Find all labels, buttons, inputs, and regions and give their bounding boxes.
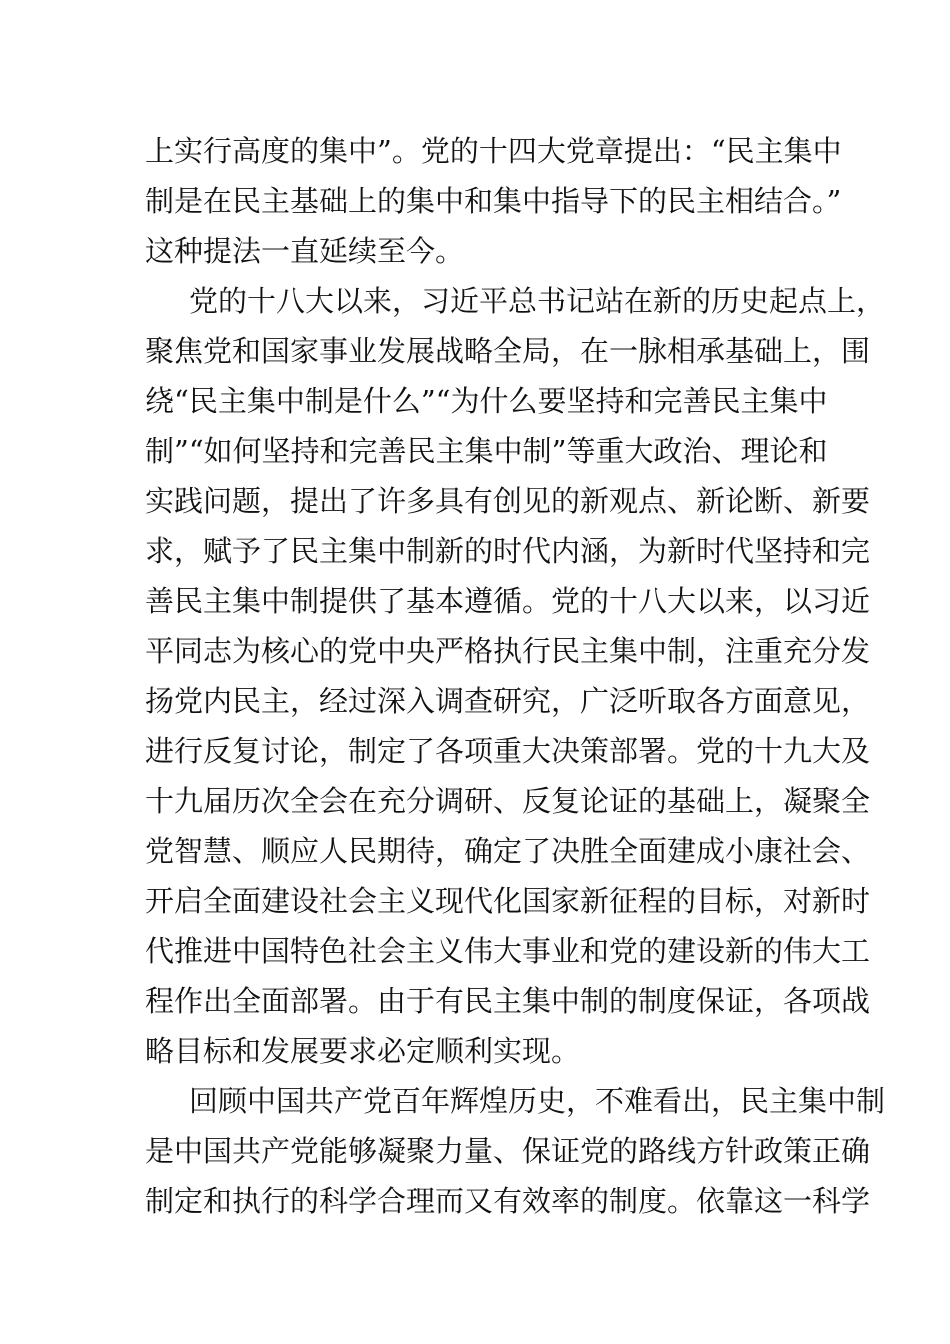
text-line: 绕“民主集中制是什么”“为什么要坚持和完善民主集中 [145,384,828,418]
text-line: 这种提法一直延续至今。 [145,234,465,268]
text-line: 聚焦党和国家事业发展战略全局，在一脉相承基础上，围 [145,334,871,368]
paragraph-3 [145,1076,886,1226]
text-line: 党的十八大以来，习近平总书记站在新的历史起点上， [189,284,886,318]
text-line: 平同志为核心的党中央严格执行民主集中制，注重充分发 [145,634,871,668]
text-line: 制”“如何坚持和完善民主集中制”等重大政治、理论和 [145,434,828,468]
text-line: 求，赋予了民主集中制新的时代内涵，为新时代坚持和完 [145,534,871,568]
text-line: 是中国共产党能够凝聚力量、保证党的路线方针政策正确 [145,1134,871,1168]
text-line: 十九届历次全会在充分调研、反复论证的基础上，凝聚全 [145,784,871,818]
text-line: 代推进中国特色社会主义伟大事业和党的建设新的伟大工 [145,934,871,968]
text-line: 上实行高度的集中”。党的十四大党章提出：“民主集中 [145,134,842,168]
text-line: 党智慧、顺应人民期待，确定了决胜全面建成小康社会、 [145,834,871,868]
text-line: 回顾中国共产党百年辉煌历史，不难看出，民主集中制 [189,1084,886,1118]
body-text [145,126,886,1226]
text-line: 程作出全面部署。由于有民主集中制的制度保证，各项战 [145,984,871,1018]
text-line: 进行反复讨论，制定了各项重大决策部署。党的十九大及 [145,734,871,768]
text-line: 开启全面建设社会主义现代化国家新征程的目标，对新时 [145,884,871,918]
paragraph-1 [145,126,842,276]
text-line: 善民主集中制提供了基本遵循。党的十八大以来，以习近 [145,584,871,618]
text-line: 略目标和发展要求必定顺利实现。 [145,1034,581,1068]
text-line: 制是在民主基础上的集中和集中指导下的民主相结合。” [145,184,842,218]
text-line: 扬党内民主，经过深入调查研究，广泛听取各方面意见， [145,684,871,718]
text-line: 制定和执行的科学合理而又有效率的制度。依靠这一科学 [145,1184,871,1218]
paragraph-2 [145,276,886,1076]
text-line: 实践问题，提出了许多具有创见的新观点、新论断、新要 [145,484,871,518]
